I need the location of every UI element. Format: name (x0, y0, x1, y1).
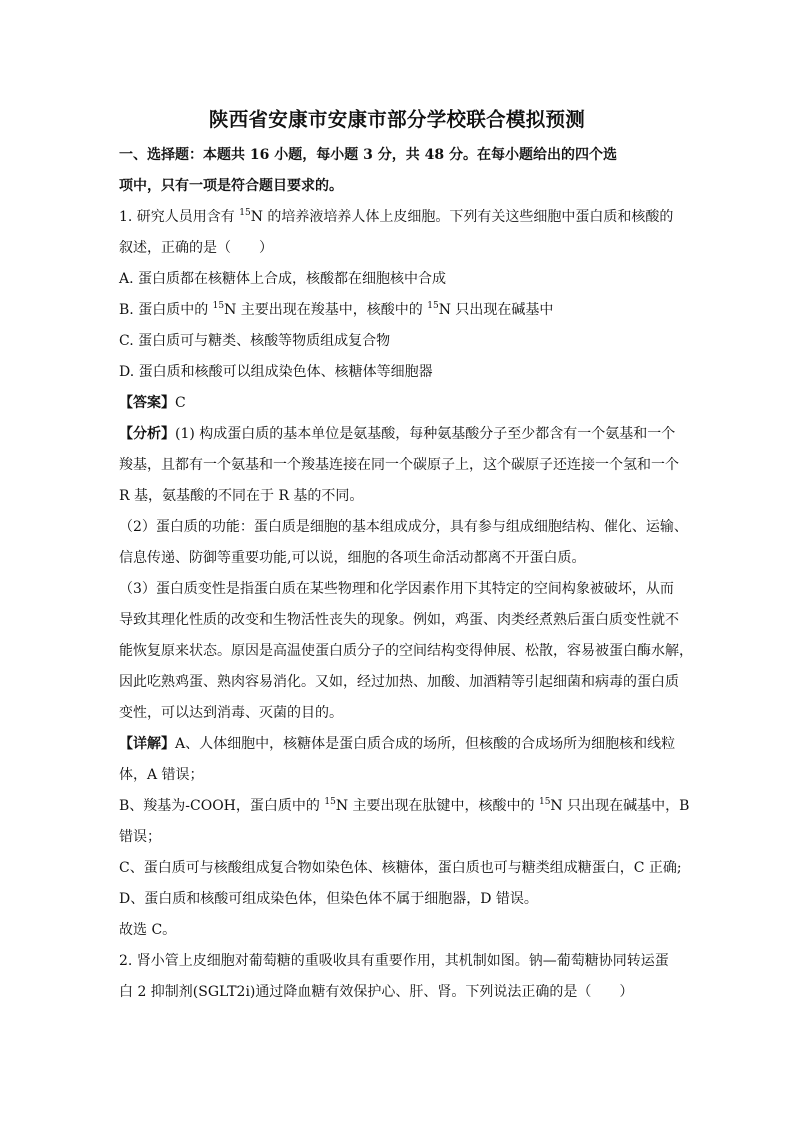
option-b-text-b: N 主要出现在羧基中，核酸中的 (224, 302, 428, 318)
stem-text-a: 1. 研究人员用含有 (119, 209, 240, 225)
analysis-line-2: 羧基，且都有一个氨基和一个羧基连接在同一个碳原子上，这个碳原子还连接一个氢和一个 (119, 457, 679, 473)
option-c: C. 蛋白质可与糖类、核酸等物质组成复合物 (119, 333, 391, 349)
option-b-text-c: N 只出现在碱基中 (438, 302, 554, 318)
question-2-stem-line-2: 白 2 抑制剂(SGLT2i)通过降血糖有效保护心、肝、肾。下列说法正确的是（ ） (119, 984, 634, 1000)
analysis-line-4: （2）蛋白质的功能：蛋白质是细胞的基本组成成分，具有参与组成细胞结构、催化、运输、 (119, 519, 688, 535)
detail-line-1 (119, 734, 675, 754)
detail-line-4: 错误； (119, 829, 161, 845)
isotope-mass: 15 (427, 301, 439, 311)
option-b-text-a: B. 蛋白质中的 (119, 302, 213, 318)
analysis-line-5: 信息传递、防御等重要功能,可以说，细胞的各项生命活动都离不开蛋白质。 (119, 550, 586, 566)
detail-label: 【详解】 (119, 736, 175, 752)
detail-b-text-c: N 只出现在碱基中，B (550, 798, 690, 814)
question-2-stem: 2. 肾小管上皮细胞对葡萄糖的重吸收具有重要作用，其机制如图。钠—葡萄糖协同转运蛋 (119, 953, 669, 969)
isotope-mass: 15 (324, 797, 336, 807)
analysis-line-6: （3）蛋白质变性是指蛋白质在某些物理和化学因素作用下其特定的空间构象被破坏，从而 (119, 581, 674, 597)
analysis-line-10: 变性，可以达到消毒、灭菌的目的。 (119, 705, 343, 721)
option-a: A. 蛋白质都在核糖体上合成，核酸都在细胞核中合成 (119, 271, 447, 287)
detail-b-text-a: B、羧基为-COOH，蛋白质中的 (119, 798, 325, 814)
option-b (119, 300, 553, 320)
answer-value: C (175, 395, 186, 411)
answer-line (119, 393, 186, 413)
option-d: D. 蛋白质和核酸可以组成染色体、核糖体等细胞器 (119, 364, 433, 380)
isotope-mass: 15 (538, 797, 551, 807)
analysis-line-8: 能恢复原来状态。原因是高温使蛋白质分子的空间结构变得伸展、松散，容易被蛋白酶水解， (119, 643, 693, 659)
answer-label: 【答案】 (119, 395, 175, 411)
analysis-label: 【分析】 (119, 426, 175, 442)
detail-line-5: C、蛋白质可与核酸组成复合物如染色体、核糖体，蛋白质也可与糖类组成糖蛋白，C 正确; (119, 860, 682, 876)
stem-text-b: N 的培养液培养人体上皮细胞。下列有关这些细胞中蛋白质和核酸的 (250, 209, 674, 225)
analysis-line-1 (119, 424, 675, 444)
isotope-mass: 15 (212, 301, 225, 311)
question-1-stem (119, 207, 673, 227)
detail-line-6: D、蛋白质和核酸可组成染色体，但染色体不属于细胞器，D 错误。 (119, 891, 538, 907)
analysis-text: (1) 构成蛋白质的基本单位是氨基酸，每种氨基酸分子至少都含有一个氨基和一个 (175, 426, 676, 442)
detail-text: A、人体细胞中，核糖体是蛋白质合成的场所，但核酸的合成场所为细胞核和线粒 (175, 736, 676, 752)
section-heading-line-2: 项中，只有一项是符合题目要求的。 (119, 178, 343, 194)
conclusion-line: 故选 C。 (119, 922, 177, 938)
detail-b-text-b: N 主要出现在肽键中，核酸中的 (335, 798, 539, 814)
detail-line-2: 体，A 错误； (119, 767, 204, 783)
page-title: 陕西省安康市安康市部分学校联合模拟预测 (208, 108, 586, 131)
analysis-line-7: 导致其理化性质的改变和生物活性丧失的现象。例如，鸡蛋、肉类经煮熟后蛋白质变性就不 (119, 612, 679, 628)
detail-line-3 (119, 796, 689, 816)
analysis-line-9: 因此吃熟鸡蛋、熟肉容易消化。又如，经过加热、加酸、加酒精等引起细菌和病毒的蛋白质 (119, 674, 679, 690)
isotope-mass: 15 (239, 208, 251, 218)
section-heading-line-1: 一、选择题：本题共 16 小题，每小题 3 分，共 48 分。在每小题给出的四个选 (119, 147, 617, 163)
analysis-line-3: R 基，氨基酸的不同在于 R 基的不同。 (119, 488, 364, 504)
question-1-stem-line-2: 叙述，正确的是（ ） (119, 240, 273, 256)
